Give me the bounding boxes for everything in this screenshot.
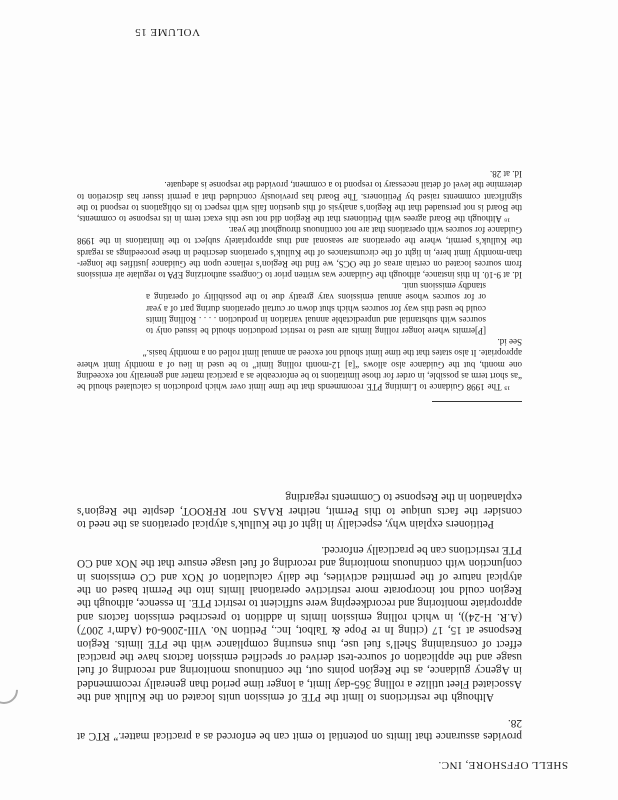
- footnote-see-id: See id.: [497, 337, 522, 348]
- volume-label: VOLUME 15: [134, 26, 200, 38]
- body-lead-in: provides assurance that limits on potential to emit can be enforced as a practical matter.” RTC at 28.: [77, 716, 522, 742]
- footnote-analysis: Id. at 9-10. In this instance, although the Guidance was written prior to Congress authorizing EPA to regulate air emissions from sources located on certain areas of the OCS, we find the Region’s reliance upon the Guidance justifies the longer-than-monthly limit here, in light of the circumstances of the Kulluk’s operations described in these proceedings as regards the Kulluk’s permit, where the operations are seasonal and thus appropriately subject to the limitations in the 1998 Guidance for sources with operations that are not continuous throughout the year.: [77, 225, 522, 280]
- footnote-separator: [432, 401, 522, 402]
- running-header-text: SHELL OFFSHORE, INC.: [438, 759, 568, 771]
- footnotes: [77, 168, 522, 392]
- footnote-tail: Id. at 28.: [490, 169, 522, 180]
- footnote-intro: ¹⁵ The 1998 Guidance to Limiting PTE recommends that the time limit over which production is calculated should be “as short term as possible, in order for those limitations to be enforceable as a practical matter and generally not exceeding one month, but the Guidance also allows “[a] 12-month rolling limit” to be used in lieu of a monthly limit where appropriate. It also states that the time limit should not exceed an annual limit rolled on a monthly basis.”: [77, 348, 522, 392]
- body-paragraph-2: Petitioners explain why, especially in light of the Kulluk’s atypical operations as the need to consider the facts unique to this Permit, neither RAAS nor RFROOT, despite the Region’s explanation in the Response to Comments regarding: [77, 491, 522, 531]
- body-paragraph-1: Although the restrictions to limit the PTE of emission units located on the Kulluk and the Associated Fleet utilize a rolling 365-day limit, a longer time period than generally recommended in Agency guidance, as the Region points out, the continuous monitoring and recording of fuel usage and the application of source-test derived or specified emission factors have the practical effect of constraining Shell’s fuel use, thus ensuring compliance with the PTE limits. Region Response at 15, 17 (citing In re Pope & Talbot, Inc., Petition No. VIII-2006-04 (Adm’r 2007) (A.R. H-24)), in which rolling emission limits in addition to prescribed emission factors and appropriate monitoring and recordkeeping were sufficient to restrict PTE. In essence, although the Region could not incorporate more restrictive operational limits into the Permit based on the atypical nature of the permitted activities, the daily calculation of NOx and CO emissions in conjunction with continuous monitoring and recording of fuel usage ensure that the NOx and CO PTE restrictions can be practically enforced.: [77, 543, 522, 704]
- binder-hole-mark: [0, 670, 24, 710]
- footnote-continued: ¹⁶ Although the Board agrees with Petitioners that the Region did not use this exact term in its response to comments, the Board is not persuaded that the Region’s analysis of this question fails with respect to its obligations to respond to the significant comments raised by Petitioners. The Board has previously concluded that a permit issuer has discretion to determine the level of detail necessary to respond to a comment, provided the response is adequate.: [77, 180, 522, 224]
- footnote-block-quote: [P]ermits where longer rolling limits are used to restrict production should be issued only to sources with substantial and unpredictable annual variation in production . . . . Rolling limits could be used this way for sources which shut down or curtail operations during part of a year or for sources whose annual emissions vary greatly due to the possibility of operating a standby emissions unit.: [146, 281, 486, 336]
- body-text: [77, 478, 522, 742]
